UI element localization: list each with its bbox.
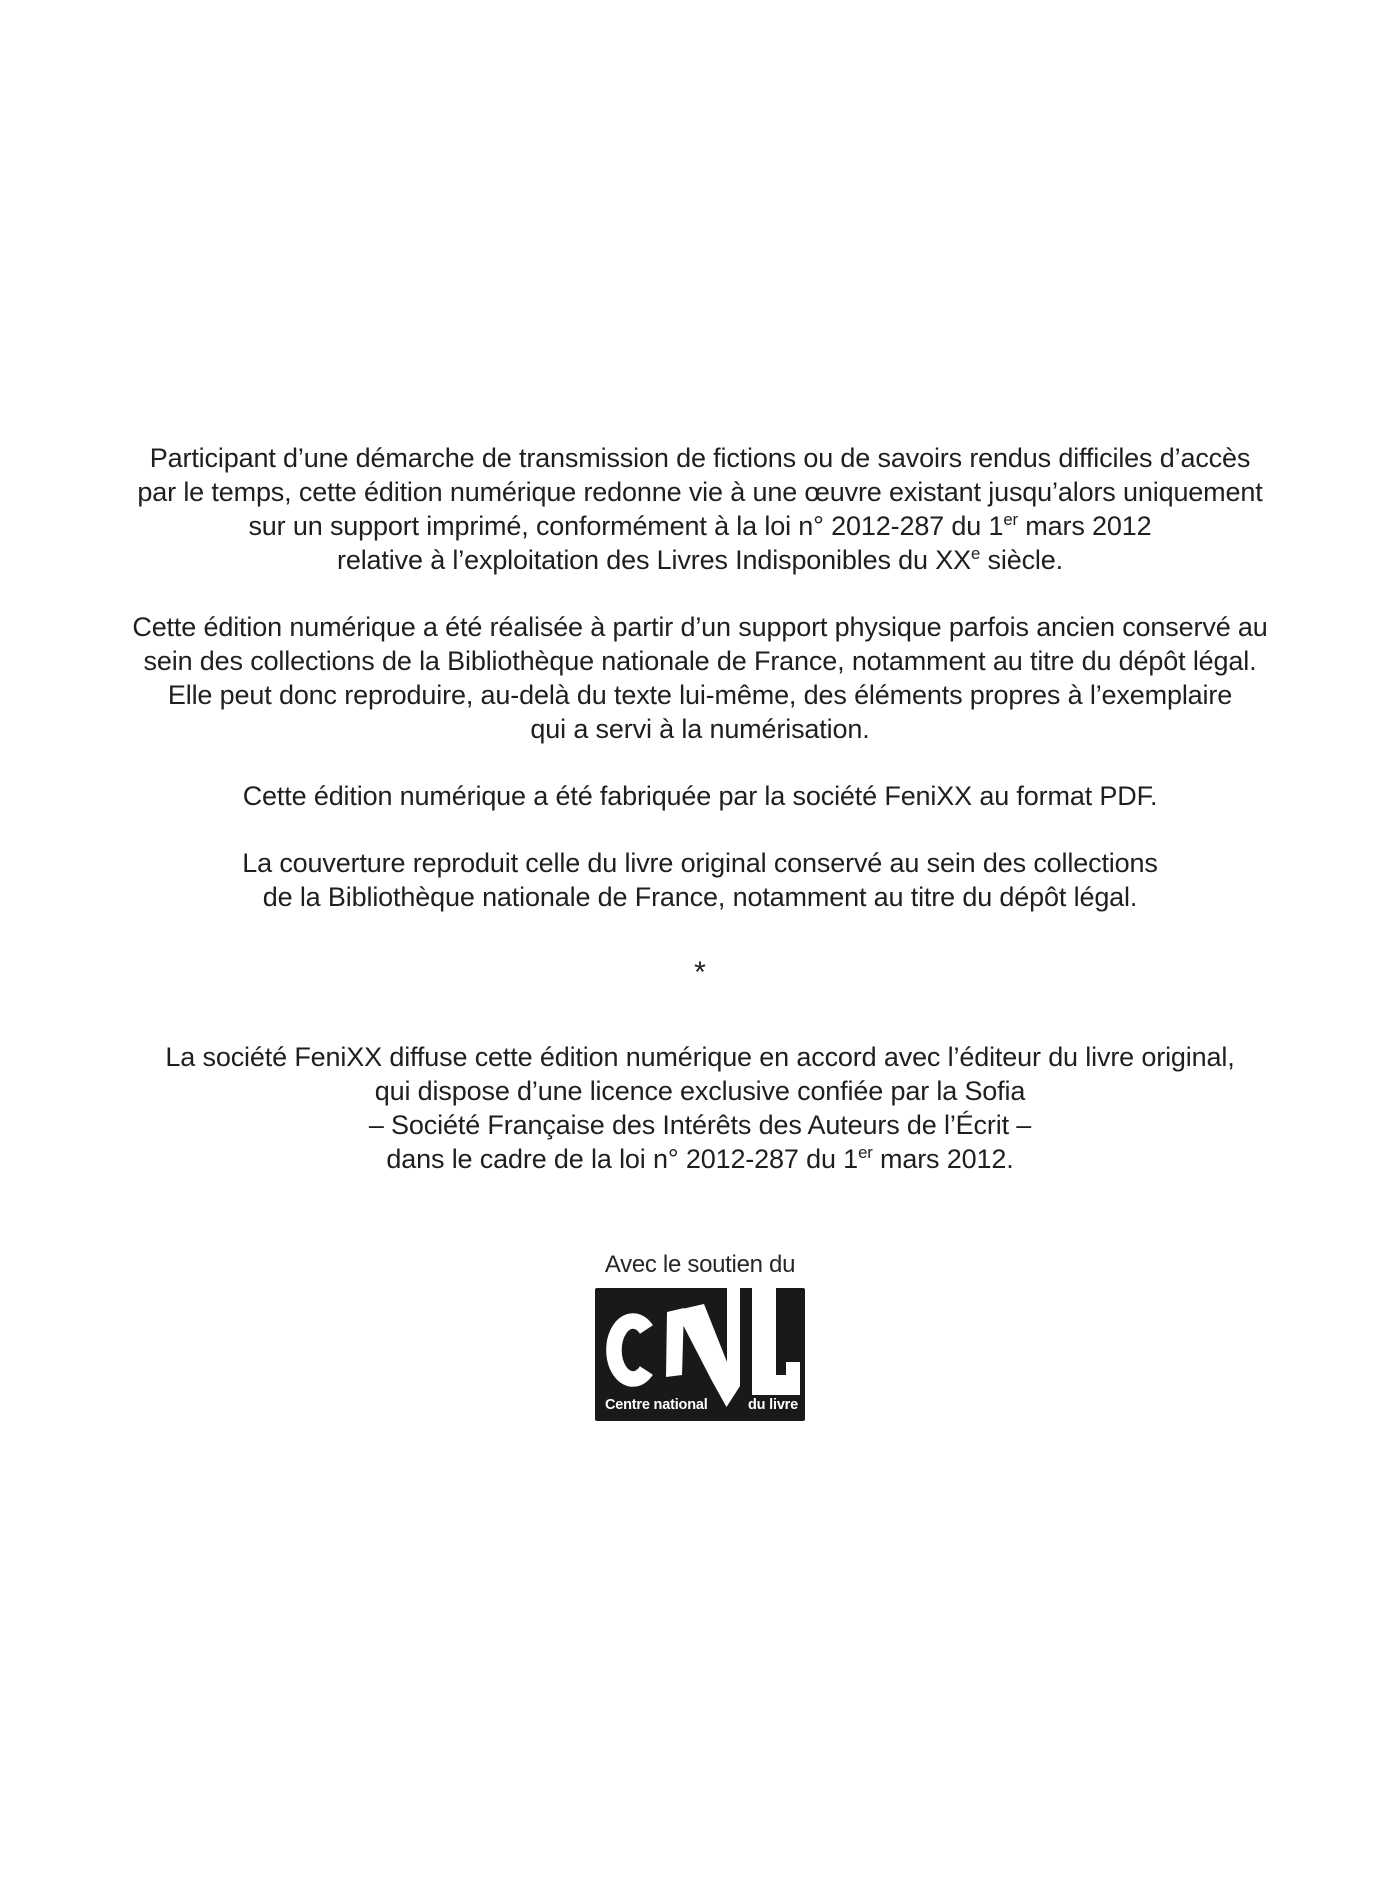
cnl-letter-l-stem xyxy=(752,1288,776,1395)
paragraph-legal-context: Participant d’une démarche de transmission de fictions ou de savoirs rendus difficiles d’accès par le temps, cette édition numérique redonne vie à une œuvre existant jusqu’alors uniquement sur un support imprimé, conformément à la loi n° 2012-287 du 1er mars 2012 relative à l’exploitation des Livres Indisponibles du XXe siècle. xyxy=(137,443,1263,575)
separator-asterisk: * xyxy=(694,956,706,989)
cnl-logo xyxy=(0,1288,1400,1421)
paragraph-source: Cette édition numérique a été réalisée à partir d’un support physique parfois ancien conservé au sein des collections de la Bibliothèque nationale de France, notamment au titre du dépôt légal. Elle peut donc reproduire, au-delà du texte lui-même, des éléments propres à l’exemplaire qui a servi à la numérisation. xyxy=(132,612,1268,744)
cnl-logo-graphic xyxy=(595,1288,805,1421)
cnl-logo-text-right: du livre xyxy=(748,1397,798,1413)
paragraph-cover: La couverture reproduit celle du livre original conservé au sein des collections de la Bibliothèque nationale de France, notamment au titre du dépôt légal. xyxy=(242,848,1158,912)
support-label: Avec le soutien du xyxy=(604,1251,796,1278)
cnl-logo-text-left: Centre national xyxy=(605,1397,708,1413)
paragraph-diffusion: La société FeniXX diffuse cette édition numérique en accord avec l’éditeur du livre original, qui dispose d’une licence exclusive confiée par la Sofia – Société Française des Intérêts des Auteurs de l’Écrit – dans le cadre de la loi n° 2012-287 du 1er mars 2012. xyxy=(165,1042,1235,1174)
paragraph-fabrication: Cette édition numérique a été fabriquée par la société FeniXX au format PDF. xyxy=(242,781,1158,811)
